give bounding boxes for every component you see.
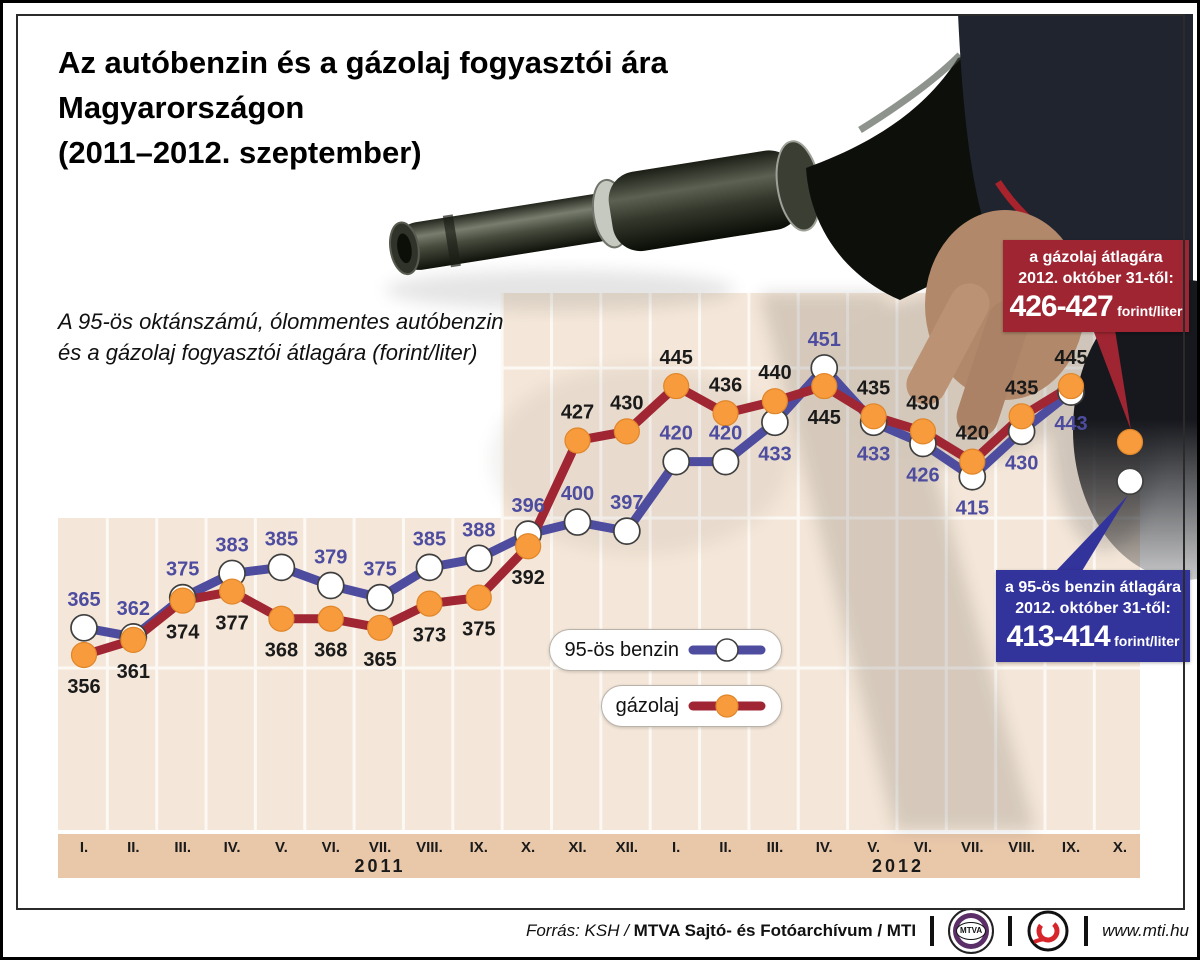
- benzin-point-6: [318, 573, 344, 599]
- x-axis-label: X.: [1112, 839, 1128, 856]
- gazolaj-value-label: 420: [955, 422, 989, 445]
- gazolaj-point-18: [910, 419, 935, 444]
- benzin-value-label: 397: [610, 492, 644, 515]
- legend-label-gazolaj: gázolaj: [615, 694, 679, 717]
- legend-label-benzin: 95-ös benzin: [564, 638, 679, 661]
- gazolaj-point-4: [220, 579, 245, 604]
- footer-credit: MTVA Sajtó- és Fotóarchívum / MTI: [633, 921, 917, 940]
- subtitle-line-2: és a gázolaj fogyasztói átlagára (forint/liter): [58, 340, 478, 365]
- gazolaj-value-label: 435: [1004, 377, 1039, 400]
- x-axis-label: XII.: [615, 839, 639, 856]
- gazolaj-point-8: [417, 591, 442, 616]
- gazolaj-point-9: [466, 585, 491, 610]
- benzin-value-label: 379: [314, 546, 348, 569]
- legend: [549, 629, 782, 727]
- benzin-point-8: [416, 554, 442, 580]
- benzin-value-label: 385: [264, 528, 299, 551]
- callout-benzin-unit: forint/liter: [1114, 633, 1180, 649]
- x-axis-label: VII.: [368, 839, 392, 856]
- legend-marker: [716, 695, 738, 717]
- gazolaj-point-13: [664, 374, 689, 399]
- x-axis-label: V.: [275, 839, 288, 856]
- gazolaj-point-6: [318, 606, 343, 631]
- gazolaj-value-label: 440: [758, 362, 792, 385]
- x-axis-label: III.: [766, 839, 784, 856]
- gazolaj-value-label: 445: [659, 347, 693, 370]
- gazolaj-point-15: [762, 389, 787, 414]
- gazolaj-point-11: [565, 428, 590, 453]
- callout-benzin-line2: 2012. október 31-től:: [1015, 600, 1171, 617]
- callout-gazolaj-unit: forint/liter: [1117, 303, 1183, 319]
- x-axis-label: IV.: [223, 839, 241, 856]
- x-axis-label: VI.: [913, 839, 933, 856]
- x-axis-label: IX.: [1061, 839, 1081, 856]
- x-axis-label: X.: [521, 839, 536, 856]
- callout-gazolaj-line1: a gázolaj átlagára: [1029, 249, 1163, 266]
- callout-gazolaj-value-row: [1007, 290, 1185, 324]
- gazolaj-value-label: 377: [215, 612, 249, 635]
- gazolaj-point-17: [861, 404, 886, 429]
- callout-gazolaj-line2: 2012. október 31-től:: [1018, 270, 1174, 287]
- benzin-value-label: 365: [67, 588, 101, 611]
- x-axis-label: VII.: [961, 839, 984, 856]
- title-line-2: Magyarországon: [58, 90, 305, 125]
- x-axis-label: VIII.: [416, 839, 443, 856]
- benzin-value-label: 443: [1054, 413, 1088, 436]
- benzin-value-label: 375: [363, 558, 397, 581]
- benzin-value-label: 420: [708, 422, 743, 445]
- gazolaj-value-label: 361: [116, 660, 151, 683]
- gazolaj-value-label: 436: [708, 374, 743, 397]
- gazolaj-value-label: 375: [462, 618, 496, 641]
- benzin-value-label: 433: [856, 443, 891, 466]
- gazolaj-value-label: 374: [166, 621, 200, 644]
- x-axis-label: II.: [719, 839, 732, 856]
- footer-divider: [1008, 916, 1012, 946]
- x-axis-label: IX.: [469, 839, 488, 856]
- callout-benzin-value-row: [1000, 620, 1186, 654]
- chart-subtitle: [58, 306, 504, 368]
- gazolaj-value-label: 373: [412, 624, 447, 647]
- gazolaj-point-7: [368, 615, 393, 640]
- callout-benzin-value: 413-414: [1006, 620, 1110, 653]
- benzin-value-label: 433: [758, 443, 792, 466]
- benzin-value-label: 426: [906, 464, 940, 487]
- x-axis-label: IV.: [815, 839, 833, 856]
- gazolaj-value-label: 430: [906, 392, 940, 415]
- legend-item-benzin: [549, 629, 782, 671]
- gazolaj-value-label: 427: [560, 401, 595, 424]
- benzin-point-13: [663, 449, 689, 475]
- year-label: 2012: [871, 856, 925, 876]
- callout-benzin-line1: a 95-ös benzin átlagára: [1004, 579, 1182, 596]
- gazolaj-value-label: 368: [264, 639, 299, 662]
- benzin-point-5: [268, 554, 294, 580]
- gazolaj-point-10: [516, 534, 541, 559]
- footer-url: www.mti.hu: [1102, 921, 1189, 940]
- gazolaj-point-12: [614, 419, 639, 444]
- x-axis-label: VI.: [321, 839, 340, 856]
- benzin-value-label: 451: [807, 328, 841, 351]
- x-axis-label: I.: [672, 839, 681, 856]
- gazolaj-value-label: 392: [511, 567, 545, 590]
- gazolaj-point-5: [269, 606, 294, 631]
- gazolaj-point-20: [1009, 404, 1034, 429]
- x-axis-label: III.: [174, 839, 192, 856]
- benzin-point-22: [1117, 468, 1143, 494]
- x-axis-label: V.: [867, 839, 880, 856]
- x-axis-label: XI.: [568, 839, 587, 856]
- gazolaj-point-22: [1118, 429, 1143, 454]
- gazolaj-point-1: [72, 643, 97, 668]
- benzin-point-7: [367, 585, 393, 611]
- benzin-point-1: [71, 615, 97, 641]
- gazolaj-value-label: 365: [363, 648, 397, 671]
- x-axis-label: II.: [127, 839, 140, 856]
- benzin-value-label: 400: [560, 483, 595, 506]
- benzin-point-9: [466, 545, 492, 571]
- benzin-point-12: [614, 518, 640, 544]
- mti-logo-ring: [1029, 912, 1067, 950]
- benzin-value-label: 415: [955, 497, 989, 520]
- footer-source: Forrás: KSH /: [525, 921, 629, 940]
- title-line-1: Az autóbenzin és a gázolaj fogyasztói ára: [58, 45, 668, 80]
- gazolaj-point-2: [121, 627, 146, 652]
- footer-divider: [930, 916, 934, 946]
- gazolaj-value-label: 445: [1054, 347, 1088, 370]
- legend-gazolaj-line-sample: [687, 692, 767, 720]
- callout-benzin: [996, 570, 1190, 662]
- benzin-value-label: 420: [659, 422, 693, 445]
- year-label: 2011: [354, 856, 406, 876]
- callout-benzin-tail: [1056, 495, 1128, 571]
- gazolaj-point-21: [1059, 374, 1084, 399]
- gazolaj-value-label: 430: [610, 392, 644, 415]
- benzin-value-label: 396: [511, 495, 545, 518]
- benzin-value-label: 385: [412, 528, 447, 551]
- legend-marker: [716, 639, 738, 661]
- benzin-value-label: 383: [215, 534, 249, 557]
- x-axis-label: VIII.: [1008, 839, 1035, 856]
- mti-logo: [1026, 909, 1070, 953]
- benzin-value-label: 388: [462, 519, 496, 542]
- gazolaj-value-label: 368: [314, 639, 348, 662]
- mtva-logo: [948, 908, 994, 954]
- legend-item-gazolaj: [601, 685, 782, 727]
- legend-benzin-line-sample: [687, 636, 767, 664]
- gazolaj-value-label: 445: [807, 407, 841, 430]
- gazolaj-value-label: 356: [67, 676, 101, 698]
- x-axis-label: I.: [79, 839, 89, 856]
- benzin-value-label: 362: [116, 597, 151, 620]
- subtitle-line-1: A 95-ös oktánszámú, ólommentes autóbenzin: [58, 309, 504, 334]
- gazolaj-point-19: [960, 449, 985, 474]
- callout-gazolaj-value: 426-427: [1009, 290, 1113, 323]
- footer-divider: [1084, 916, 1088, 946]
- mtva-logo-text: MTVA: [956, 922, 986, 940]
- footer-source-text: [526, 921, 916, 941]
- gazolaj-point-3: [170, 588, 195, 613]
- gazolaj-point-16: [812, 374, 837, 399]
- footer: [3, 908, 1197, 954]
- page-title: [58, 40, 668, 175]
- benzin-value-label: 430: [1004, 452, 1039, 475]
- benzin-value-label: 375: [166, 558, 200, 581]
- title-line-3: (2011–2012. szeptember): [58, 135, 422, 170]
- benzin-point-14: [713, 449, 739, 475]
- gazolaj-value-label: 435: [856, 377, 891, 400]
- callout-gazolaj: [1003, 240, 1189, 332]
- benzin-point-11: [565, 509, 591, 535]
